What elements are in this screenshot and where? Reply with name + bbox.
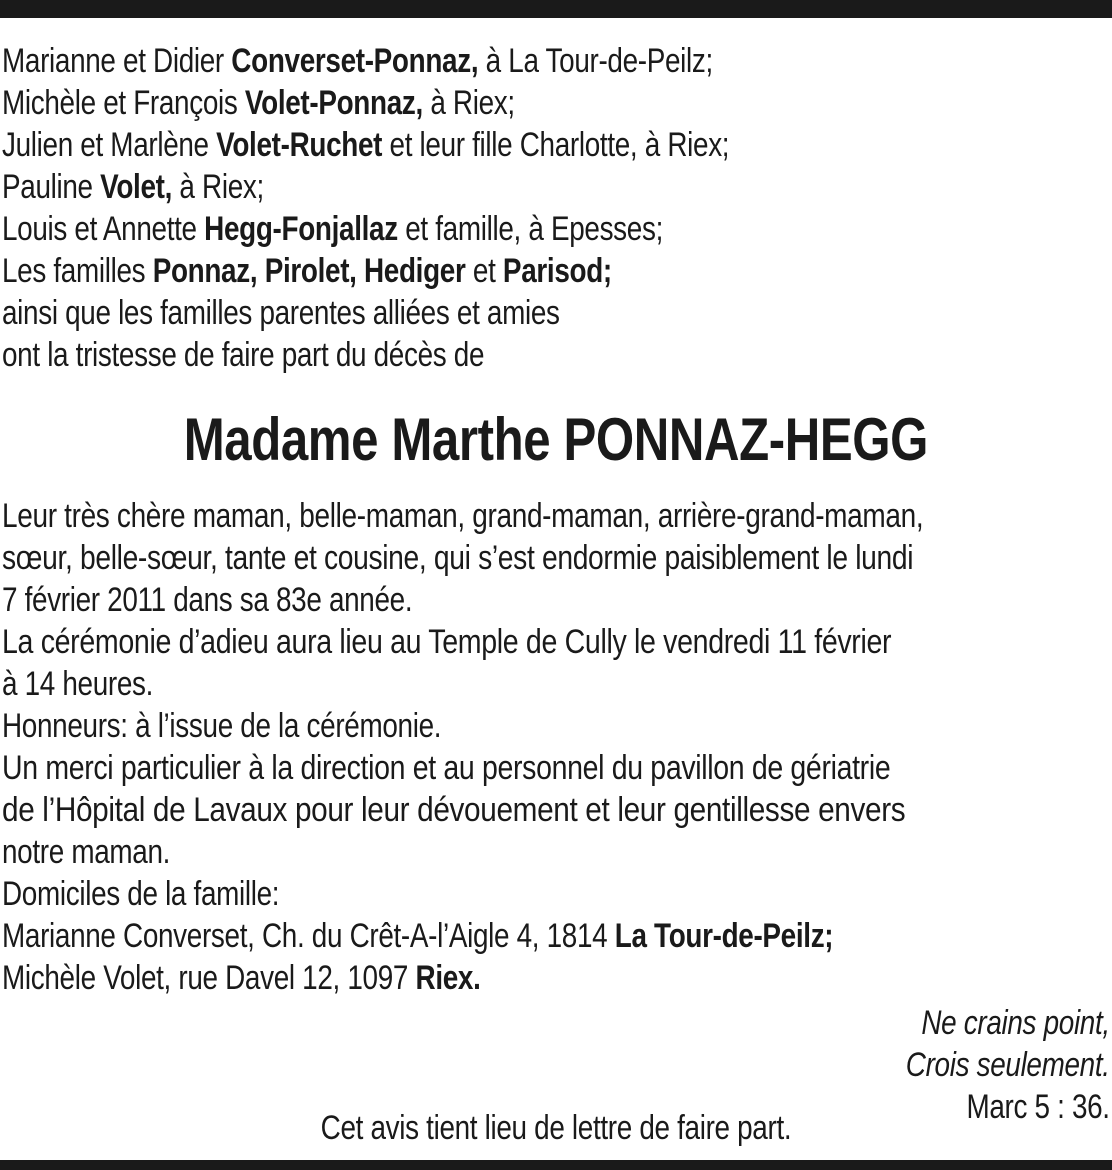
verse-line: Ne crains point, — [921, 1004, 1110, 1042]
body-line: Un merci particulier à la direction et au personnel du pavillon de gériatrie — [2, 749, 891, 787]
family-line — [2, 208, 1110, 250]
address-line — [2, 957, 1110, 999]
verse-line: Crois seulement. — [906, 1046, 1110, 1084]
body-line: 7 février 2011 dans sa 83e année. — [2, 581, 413, 619]
family-surname: Volet-Ponnaz, — [244, 84, 423, 122]
honours-line: Honneurs: à l’issue de la cérémonie. — [2, 707, 442, 745]
families-last-name: Parisod; — [502, 252, 612, 290]
bottom-rule — [0, 1160, 1112, 1170]
family-line-suffix: à La Tour-de-Peilz; — [478, 42, 713, 80]
body-line: sœur, belle-sœur, tante et cousine, qui s’est endormie paisiblement le lundi — [2, 539, 914, 577]
address-locality: La Tour-de-Peilz; — [614, 917, 834, 955]
body-line: à 14 heures. — [2, 665, 154, 703]
family-surname: Converset-Ponnaz, — [231, 42, 479, 80]
address-line — [2, 915, 1110, 957]
domiciles-label: Domiciles de la famille: — [2, 875, 280, 913]
family-line-prefix: Louis et Annette — [2, 210, 205, 248]
address-text: Marianne Converset, Ch. du Crêt-A-l’Aigle 4, 1814 — [2, 917, 615, 955]
families-names: Ponnaz, Pirolet, Hediger — [152, 252, 466, 290]
families-connector: et — [465, 252, 503, 290]
intro-line: ainsi que les familles parentes alliées et amies — [2, 294, 560, 332]
family-line-suffix: à Riex; — [172, 168, 264, 206]
family-surname: Hegg-Fonjallaz — [204, 210, 398, 248]
footer-note: Cet avis tient lieu de lettre de faire part. — [320, 1109, 792, 1147]
family-list — [2, 40, 1110, 376]
family-line-prefix: Marianne et Didier — [2, 42, 232, 80]
address-locality: Riex. — [415, 959, 481, 997]
notice-body — [2, 495, 1110, 999]
body-line: Leur très chère maman, belle-maman, grand-maman, arrière-grand-maman, — [2, 497, 924, 535]
deceased-name-heading: Madame Marthe PONNAZ-HEGG — [183, 406, 929, 473]
verse-reference: Marc 5 : 36. — [966, 1088, 1110, 1126]
body-line: de l’Hôpital de Lavaux pour leur dévouement et leur gentillesse envers — [2, 791, 906, 829]
families-prefix: Les familles — [2, 252, 153, 290]
family-line-suffix: et famille, à Epesses; — [397, 210, 664, 248]
families-line — [2, 250, 1110, 292]
address-text: Michèle Volet, rue Davel 12, 1097 — [2, 959, 416, 997]
top-rule — [0, 0, 1112, 18]
family-line — [2, 40, 1110, 82]
family-line-suffix: à Riex; — [422, 84, 515, 122]
family-surname: Volet, — [100, 168, 173, 206]
obituary-notice — [2, 40, 1110, 1128]
body-line: La cérémonie d’adieu aura lieu au Temple de Cully le vendredi 11 février — [2, 623, 892, 661]
family-line-prefix: Michèle et François — [2, 84, 245, 122]
family-line — [2, 124, 1110, 166]
family-surname: Volet-Ruchet — [216, 126, 383, 164]
family-line-suffix: et leur fille Charlotte, à Riex; — [382, 126, 730, 164]
family-line — [2, 82, 1110, 124]
family-line — [2, 166, 1110, 208]
intro-line: ont la tristesse de faire part du décès de — [2, 336, 485, 374]
body-line: notre maman. — [2, 833, 171, 871]
family-line-prefix: Julien et Marlène — [2, 126, 217, 164]
family-line-prefix: Pauline — [2, 168, 101, 206]
